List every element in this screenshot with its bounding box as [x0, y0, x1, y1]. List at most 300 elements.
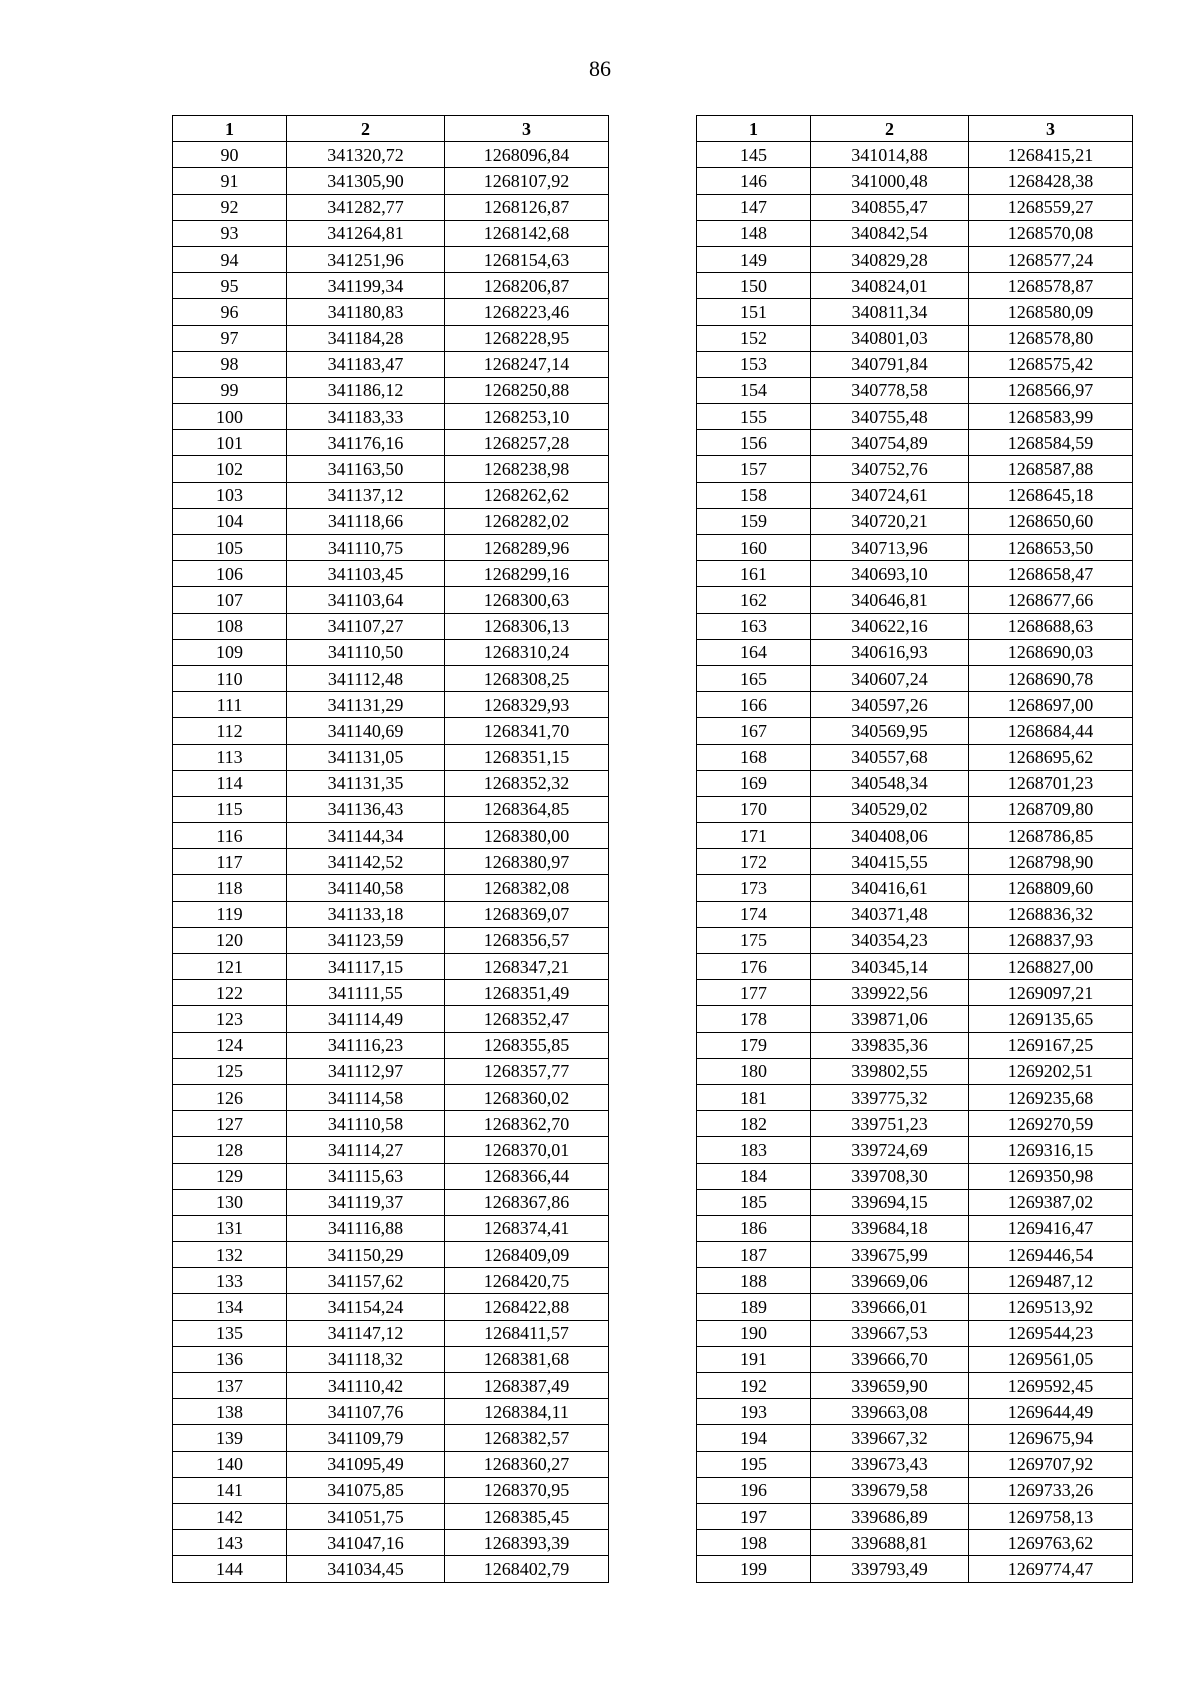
y-coordinate-cell: 1269135,65 [969, 1006, 1133, 1032]
y-coordinate-cell: 1268357,77 [445, 1058, 609, 1084]
table-row [697, 1530, 1133, 1556]
point-number-cell: 138 [173, 1399, 287, 1425]
column-header-2: 2 [811, 116, 969, 142]
point-number-cell: 194 [697, 1425, 811, 1451]
table-row [697, 587, 1133, 613]
y-coordinate-cell: 1268650,60 [969, 508, 1133, 534]
point-number-cell: 195 [697, 1451, 811, 1477]
point-number-cell: 141 [173, 1477, 287, 1503]
table-row [173, 823, 609, 849]
table-row [697, 1163, 1133, 1189]
y-coordinate-cell: 1269387,02 [969, 1189, 1133, 1215]
x-coordinate-cell: 341183,33 [287, 404, 445, 430]
y-coordinate-cell: 1268387,49 [445, 1373, 609, 1399]
y-coordinate-cell: 1268381,68 [445, 1346, 609, 1372]
point-number-cell: 159 [697, 508, 811, 534]
point-number-cell: 95 [173, 273, 287, 299]
table-row [173, 482, 609, 508]
y-coordinate-cell: 1268206,87 [445, 273, 609, 299]
table-row [697, 1556, 1133, 1582]
x-coordinate-cell: 341186,12 [287, 377, 445, 403]
table-row [697, 1084, 1133, 1110]
y-coordinate-cell: 1268578,80 [969, 325, 1133, 351]
table-row [173, 1268, 609, 1294]
point-number-cell: 145 [697, 142, 811, 168]
y-coordinate-cell: 1268374,41 [445, 1215, 609, 1241]
y-coordinate-cell: 1269513,92 [969, 1294, 1133, 1320]
point-number-cell: 178 [697, 1006, 811, 1032]
point-number-cell: 173 [697, 875, 811, 901]
y-coordinate-cell: 1268282,02 [445, 508, 609, 534]
y-coordinate-cell: 1269167,25 [969, 1032, 1133, 1058]
table-row [173, 665, 609, 691]
point-number-cell: 151 [697, 299, 811, 325]
point-number-cell: 154 [697, 377, 811, 403]
x-coordinate-cell: 340855,47 [811, 194, 969, 220]
table-row [697, 142, 1133, 168]
y-coordinate-cell: 1268382,08 [445, 875, 609, 901]
table-row [173, 639, 609, 665]
table-row [697, 1215, 1133, 1241]
y-coordinate-cell: 1269561,05 [969, 1346, 1133, 1372]
y-coordinate-cell: 1268367,86 [445, 1189, 609, 1215]
x-coordinate-cell: 341305,90 [287, 168, 445, 194]
point-number-cell: 111 [173, 692, 287, 718]
coordinates-table-left [172, 115, 609, 1583]
table-row [697, 692, 1133, 718]
table-row [173, 718, 609, 744]
point-number-cell: 149 [697, 246, 811, 272]
point-number-cell: 171 [697, 823, 811, 849]
point-number-cell: 174 [697, 901, 811, 927]
x-coordinate-cell: 341140,58 [287, 875, 445, 901]
point-number-cell: 104 [173, 508, 287, 534]
x-coordinate-cell: 340778,58 [811, 377, 969, 403]
y-coordinate-cell: 1268837,93 [969, 927, 1133, 953]
point-number-cell: 179 [697, 1032, 811, 1058]
x-coordinate-cell: 341282,77 [287, 194, 445, 220]
point-number-cell: 166 [697, 692, 811, 718]
table-row [697, 535, 1133, 561]
x-coordinate-cell: 340416,61 [811, 875, 969, 901]
x-coordinate-cell: 341095,49 [287, 1451, 445, 1477]
table-row [173, 1503, 609, 1529]
table-row [697, 1399, 1133, 1425]
table-row [173, 404, 609, 430]
table-row [697, 665, 1133, 691]
point-number-cell: 147 [697, 194, 811, 220]
x-coordinate-cell: 340557,68 [811, 744, 969, 770]
table-row [173, 1477, 609, 1503]
y-coordinate-cell: 1268352,47 [445, 1006, 609, 1032]
point-number-cell: 112 [173, 718, 287, 744]
x-coordinate-cell: 341163,50 [287, 456, 445, 482]
y-coordinate-cell: 1268786,85 [969, 823, 1133, 849]
y-coordinate-cell: 1268690,78 [969, 665, 1133, 691]
point-number-cell: 190 [697, 1320, 811, 1346]
y-coordinate-cell: 1268420,75 [445, 1268, 609, 1294]
point-number-cell: 132 [173, 1242, 287, 1268]
table-row [173, 692, 609, 718]
table-row [697, 1320, 1133, 1346]
x-coordinate-cell: 339667,53 [811, 1320, 969, 1346]
y-coordinate-cell: 1268380,97 [445, 849, 609, 875]
y-coordinate-cell: 1268709,80 [969, 796, 1133, 822]
point-number-cell: 108 [173, 613, 287, 639]
y-coordinate-cell: 1268370,01 [445, 1137, 609, 1163]
table-row [173, 927, 609, 953]
point-number-cell: 137 [173, 1373, 287, 1399]
table-row [173, 246, 609, 272]
x-coordinate-cell: 339675,99 [811, 1242, 969, 1268]
x-coordinate-cell: 341123,59 [287, 927, 445, 953]
table-row [173, 1530, 609, 1556]
point-number-cell: 109 [173, 639, 287, 665]
table-row [173, 1163, 609, 1189]
x-coordinate-cell: 340371,48 [811, 901, 969, 927]
table-row [697, 456, 1133, 482]
x-coordinate-cell: 340408,06 [811, 823, 969, 849]
table-row [697, 1294, 1133, 1320]
table-row [173, 980, 609, 1006]
x-coordinate-cell: 339724,69 [811, 1137, 969, 1163]
table-row [173, 849, 609, 875]
point-number-cell: 181 [697, 1084, 811, 1110]
table-row [173, 954, 609, 980]
table-row [697, 1137, 1133, 1163]
y-coordinate-cell: 1269758,13 [969, 1503, 1133, 1529]
point-number-cell: 177 [697, 980, 811, 1006]
y-coordinate-cell: 1269644,49 [969, 1399, 1133, 1425]
point-number-cell: 116 [173, 823, 287, 849]
x-coordinate-cell: 341051,75 [287, 1503, 445, 1529]
y-coordinate-cell: 1269446,54 [969, 1242, 1133, 1268]
point-number-cell: 148 [697, 220, 811, 246]
y-coordinate-cell: 1268385,45 [445, 1503, 609, 1529]
x-coordinate-cell: 341251,96 [287, 246, 445, 272]
x-coordinate-cell: 341150,29 [287, 1242, 445, 1268]
point-number-cell: 172 [697, 849, 811, 875]
page-number: 86 [589, 56, 611, 81]
table-row [173, 770, 609, 796]
y-coordinate-cell: 1268570,08 [969, 220, 1133, 246]
y-coordinate-cell: 1268578,87 [969, 273, 1133, 299]
y-coordinate-cell: 1268247,14 [445, 351, 609, 377]
y-coordinate-cell: 1268223,46 [445, 299, 609, 325]
x-coordinate-cell: 340720,21 [811, 508, 969, 534]
table-row [173, 351, 609, 377]
x-coordinate-cell: 339835,36 [811, 1032, 969, 1058]
table-row [173, 299, 609, 325]
x-coordinate-cell: 341034,45 [287, 1556, 445, 1582]
y-coordinate-cell: 1268428,38 [969, 168, 1133, 194]
table-row [173, 1320, 609, 1346]
x-coordinate-cell: 341107,76 [287, 1399, 445, 1425]
table-row [697, 1451, 1133, 1477]
x-coordinate-cell: 339688,81 [811, 1530, 969, 1556]
table-row [173, 535, 609, 561]
point-number-cell: 119 [173, 901, 287, 927]
x-coordinate-cell: 340824,01 [811, 273, 969, 299]
x-coordinate-cell: 341114,27 [287, 1137, 445, 1163]
table-row [173, 1373, 609, 1399]
y-coordinate-cell: 1268587,88 [969, 456, 1133, 482]
y-coordinate-cell: 1268107,92 [445, 168, 609, 194]
y-coordinate-cell: 1268836,32 [969, 901, 1133, 927]
point-number-cell: 94 [173, 246, 287, 272]
table-row [697, 1111, 1133, 1137]
point-number-cell: 90 [173, 142, 287, 168]
y-coordinate-cell: 1268415,21 [969, 142, 1133, 168]
x-coordinate-cell: 340616,93 [811, 639, 969, 665]
x-coordinate-cell: 339659,90 [811, 1373, 969, 1399]
table-row [697, 823, 1133, 849]
table-row [697, 1189, 1133, 1215]
x-coordinate-cell: 341116,88 [287, 1215, 445, 1241]
point-number-cell: 101 [173, 430, 287, 456]
point-number-cell: 169 [697, 770, 811, 796]
point-number-cell: 105 [173, 535, 287, 561]
x-coordinate-cell: 341109,79 [287, 1425, 445, 1451]
y-coordinate-cell: 1268688,63 [969, 613, 1133, 639]
point-number-cell: 134 [173, 1294, 287, 1320]
y-coordinate-cell: 1268645,18 [969, 482, 1133, 508]
table-row [697, 639, 1133, 665]
y-coordinate-cell: 1268262,62 [445, 482, 609, 508]
y-coordinate-cell: 1268422,88 [445, 1294, 609, 1320]
x-coordinate-cell: 340801,03 [811, 325, 969, 351]
point-number-cell: 140 [173, 1451, 287, 1477]
y-coordinate-cell: 1268347,21 [445, 954, 609, 980]
point-number-cell: 110 [173, 665, 287, 691]
x-coordinate-cell: 340529,02 [811, 796, 969, 822]
y-coordinate-cell: 1269270,59 [969, 1111, 1133, 1137]
table-row [697, 1032, 1133, 1058]
table-row [697, 351, 1133, 377]
table-row [173, 1006, 609, 1032]
y-coordinate-cell: 1269774,47 [969, 1556, 1133, 1582]
column-header-1: 1 [697, 116, 811, 142]
table-row [173, 1346, 609, 1372]
table-row [697, 1058, 1133, 1084]
point-number-cell: 152 [697, 325, 811, 351]
x-coordinate-cell: 341111,55 [287, 980, 445, 1006]
y-coordinate-cell: 1268142,68 [445, 220, 609, 246]
point-number-cell: 144 [173, 1556, 287, 1582]
x-coordinate-cell: 341103,45 [287, 561, 445, 587]
y-coordinate-cell: 1268154,63 [445, 246, 609, 272]
x-coordinate-cell: 339751,23 [811, 1111, 969, 1137]
y-coordinate-cell: 1268409,09 [445, 1242, 609, 1268]
column-header-3: 3 [969, 116, 1133, 142]
x-coordinate-cell: 339666,70 [811, 1346, 969, 1372]
point-number-cell: 163 [697, 613, 811, 639]
point-number-cell: 93 [173, 220, 287, 246]
point-number-cell: 91 [173, 168, 287, 194]
table-row [697, 325, 1133, 351]
point-number-cell: 133 [173, 1268, 287, 1294]
x-coordinate-cell: 340754,89 [811, 430, 969, 456]
point-number-cell: 97 [173, 325, 287, 351]
x-coordinate-cell: 339684,18 [811, 1215, 969, 1241]
table-row [173, 796, 609, 822]
column-header-2: 2 [287, 116, 445, 142]
table-row [173, 194, 609, 220]
table-row [173, 1189, 609, 1215]
table-row [173, 613, 609, 639]
x-coordinate-cell: 341320,72 [287, 142, 445, 168]
x-coordinate-cell: 339871,06 [811, 1006, 969, 1032]
x-coordinate-cell: 341117,15 [287, 954, 445, 980]
point-number-cell: 158 [697, 482, 811, 508]
point-number-cell: 96 [173, 299, 287, 325]
y-coordinate-cell: 1268300,63 [445, 587, 609, 613]
y-coordinate-cell: 1268695,62 [969, 744, 1133, 770]
y-coordinate-cell: 1268310,24 [445, 639, 609, 665]
column-header-3: 3 [445, 116, 609, 142]
y-coordinate-cell: 1269733,26 [969, 1477, 1133, 1503]
table-row [173, 377, 609, 403]
table-row [173, 1294, 609, 1320]
point-number-cell: 182 [697, 1111, 811, 1137]
x-coordinate-cell: 340842,54 [811, 220, 969, 246]
point-number-cell: 120 [173, 927, 287, 953]
table-row [173, 1137, 609, 1163]
table-row [173, 587, 609, 613]
point-number-cell: 155 [697, 404, 811, 430]
y-coordinate-cell: 1268253,10 [445, 404, 609, 430]
x-coordinate-cell: 339667,32 [811, 1425, 969, 1451]
table-row [697, 1503, 1133, 1529]
y-coordinate-cell: 1268228,95 [445, 325, 609, 351]
y-coordinate-cell: 1268370,95 [445, 1477, 609, 1503]
table-row [697, 220, 1133, 246]
table-row [173, 325, 609, 351]
table-row [173, 142, 609, 168]
point-number-cell: 125 [173, 1058, 287, 1084]
point-number-cell: 139 [173, 1425, 287, 1451]
y-coordinate-cell: 1269202,51 [969, 1058, 1133, 1084]
point-number-cell: 180 [697, 1058, 811, 1084]
x-coordinate-cell: 341142,52 [287, 849, 445, 875]
table-row [173, 1215, 609, 1241]
point-number-cell: 99 [173, 377, 287, 403]
x-coordinate-cell: 340755,48 [811, 404, 969, 430]
x-coordinate-cell: 340791,84 [811, 351, 969, 377]
y-coordinate-cell: 1268351,15 [445, 744, 609, 770]
point-number-cell: 128 [173, 1137, 287, 1163]
table-row [173, 875, 609, 901]
point-number-cell: 164 [697, 639, 811, 665]
y-coordinate-cell: 1268329,93 [445, 692, 609, 718]
x-coordinate-cell: 340752,76 [811, 456, 969, 482]
x-coordinate-cell: 340569,95 [811, 718, 969, 744]
x-coordinate-cell: 341014,88 [811, 142, 969, 168]
point-number-cell: 142 [173, 1503, 287, 1529]
point-number-cell: 98 [173, 351, 287, 377]
y-coordinate-cell: 1268584,59 [969, 430, 1133, 456]
point-number-cell: 189 [697, 1294, 811, 1320]
y-coordinate-cell: 1269675,94 [969, 1425, 1133, 1451]
table-row [697, 1477, 1133, 1503]
x-coordinate-cell: 341103,64 [287, 587, 445, 613]
y-coordinate-cell: 1268809,60 [969, 875, 1133, 901]
table-row [173, 1556, 609, 1582]
y-coordinate-cell: 1268653,50 [969, 535, 1133, 561]
x-coordinate-cell: 340724,61 [811, 482, 969, 508]
point-number-cell: 150 [697, 273, 811, 299]
y-coordinate-cell: 1268684,44 [969, 718, 1133, 744]
point-number-cell: 162 [697, 587, 811, 613]
table-row [697, 901, 1133, 927]
point-number-cell: 143 [173, 1530, 287, 1556]
point-number-cell: 121 [173, 954, 287, 980]
x-coordinate-cell: 341110,42 [287, 1373, 445, 1399]
y-coordinate-cell: 1268308,25 [445, 665, 609, 691]
y-coordinate-cell: 1269763,62 [969, 1530, 1133, 1556]
table-row [173, 1451, 609, 1477]
point-number-cell: 129 [173, 1163, 287, 1189]
table-row [697, 1242, 1133, 1268]
table-row [697, 796, 1133, 822]
x-coordinate-cell: 341114,49 [287, 1006, 445, 1032]
point-number-cell: 117 [173, 849, 287, 875]
table-header-row [173, 116, 609, 142]
point-number-cell: 131 [173, 1215, 287, 1241]
table-row [697, 273, 1133, 299]
x-coordinate-cell: 340597,26 [811, 692, 969, 718]
x-coordinate-cell: 339708,30 [811, 1163, 969, 1189]
y-coordinate-cell: 1268289,96 [445, 535, 609, 561]
x-coordinate-cell: 340693,10 [811, 561, 969, 587]
point-number-cell: 168 [697, 744, 811, 770]
y-coordinate-cell: 1268366,44 [445, 1163, 609, 1189]
y-coordinate-cell: 1268369,07 [445, 901, 609, 927]
table-row [173, 168, 609, 194]
x-coordinate-cell: 340354,23 [811, 927, 969, 953]
point-number-cell: 167 [697, 718, 811, 744]
point-number-cell: 183 [697, 1137, 811, 1163]
x-coordinate-cell: 340829,28 [811, 246, 969, 272]
x-coordinate-cell: 341131,05 [287, 744, 445, 770]
x-coordinate-cell: 341000,48 [811, 168, 969, 194]
y-coordinate-cell: 1268341,70 [445, 718, 609, 744]
point-number-cell: 100 [173, 404, 287, 430]
x-coordinate-cell: 341183,47 [287, 351, 445, 377]
table-header-row [697, 116, 1133, 142]
point-number-cell: 199 [697, 1556, 811, 1582]
y-coordinate-cell: 1268575,42 [969, 351, 1133, 377]
x-coordinate-cell: 341133,18 [287, 901, 445, 927]
x-coordinate-cell: 341119,37 [287, 1189, 445, 1215]
point-number-cell: 113 [173, 744, 287, 770]
y-coordinate-cell: 1268382,57 [445, 1425, 609, 1451]
y-coordinate-cell: 1268402,79 [445, 1556, 609, 1582]
x-coordinate-cell: 341047,16 [287, 1530, 445, 1556]
table-row [173, 1111, 609, 1137]
table-row [697, 482, 1133, 508]
x-coordinate-cell: 341144,34 [287, 823, 445, 849]
table-row [697, 561, 1133, 587]
table-row [697, 508, 1133, 534]
x-coordinate-cell: 341136,43 [287, 796, 445, 822]
table-row [697, 613, 1133, 639]
table-row [697, 194, 1133, 220]
y-coordinate-cell: 1268351,49 [445, 980, 609, 1006]
x-coordinate-cell: 341112,48 [287, 665, 445, 691]
table-row [697, 1346, 1133, 1372]
x-coordinate-cell: 341118,66 [287, 508, 445, 534]
